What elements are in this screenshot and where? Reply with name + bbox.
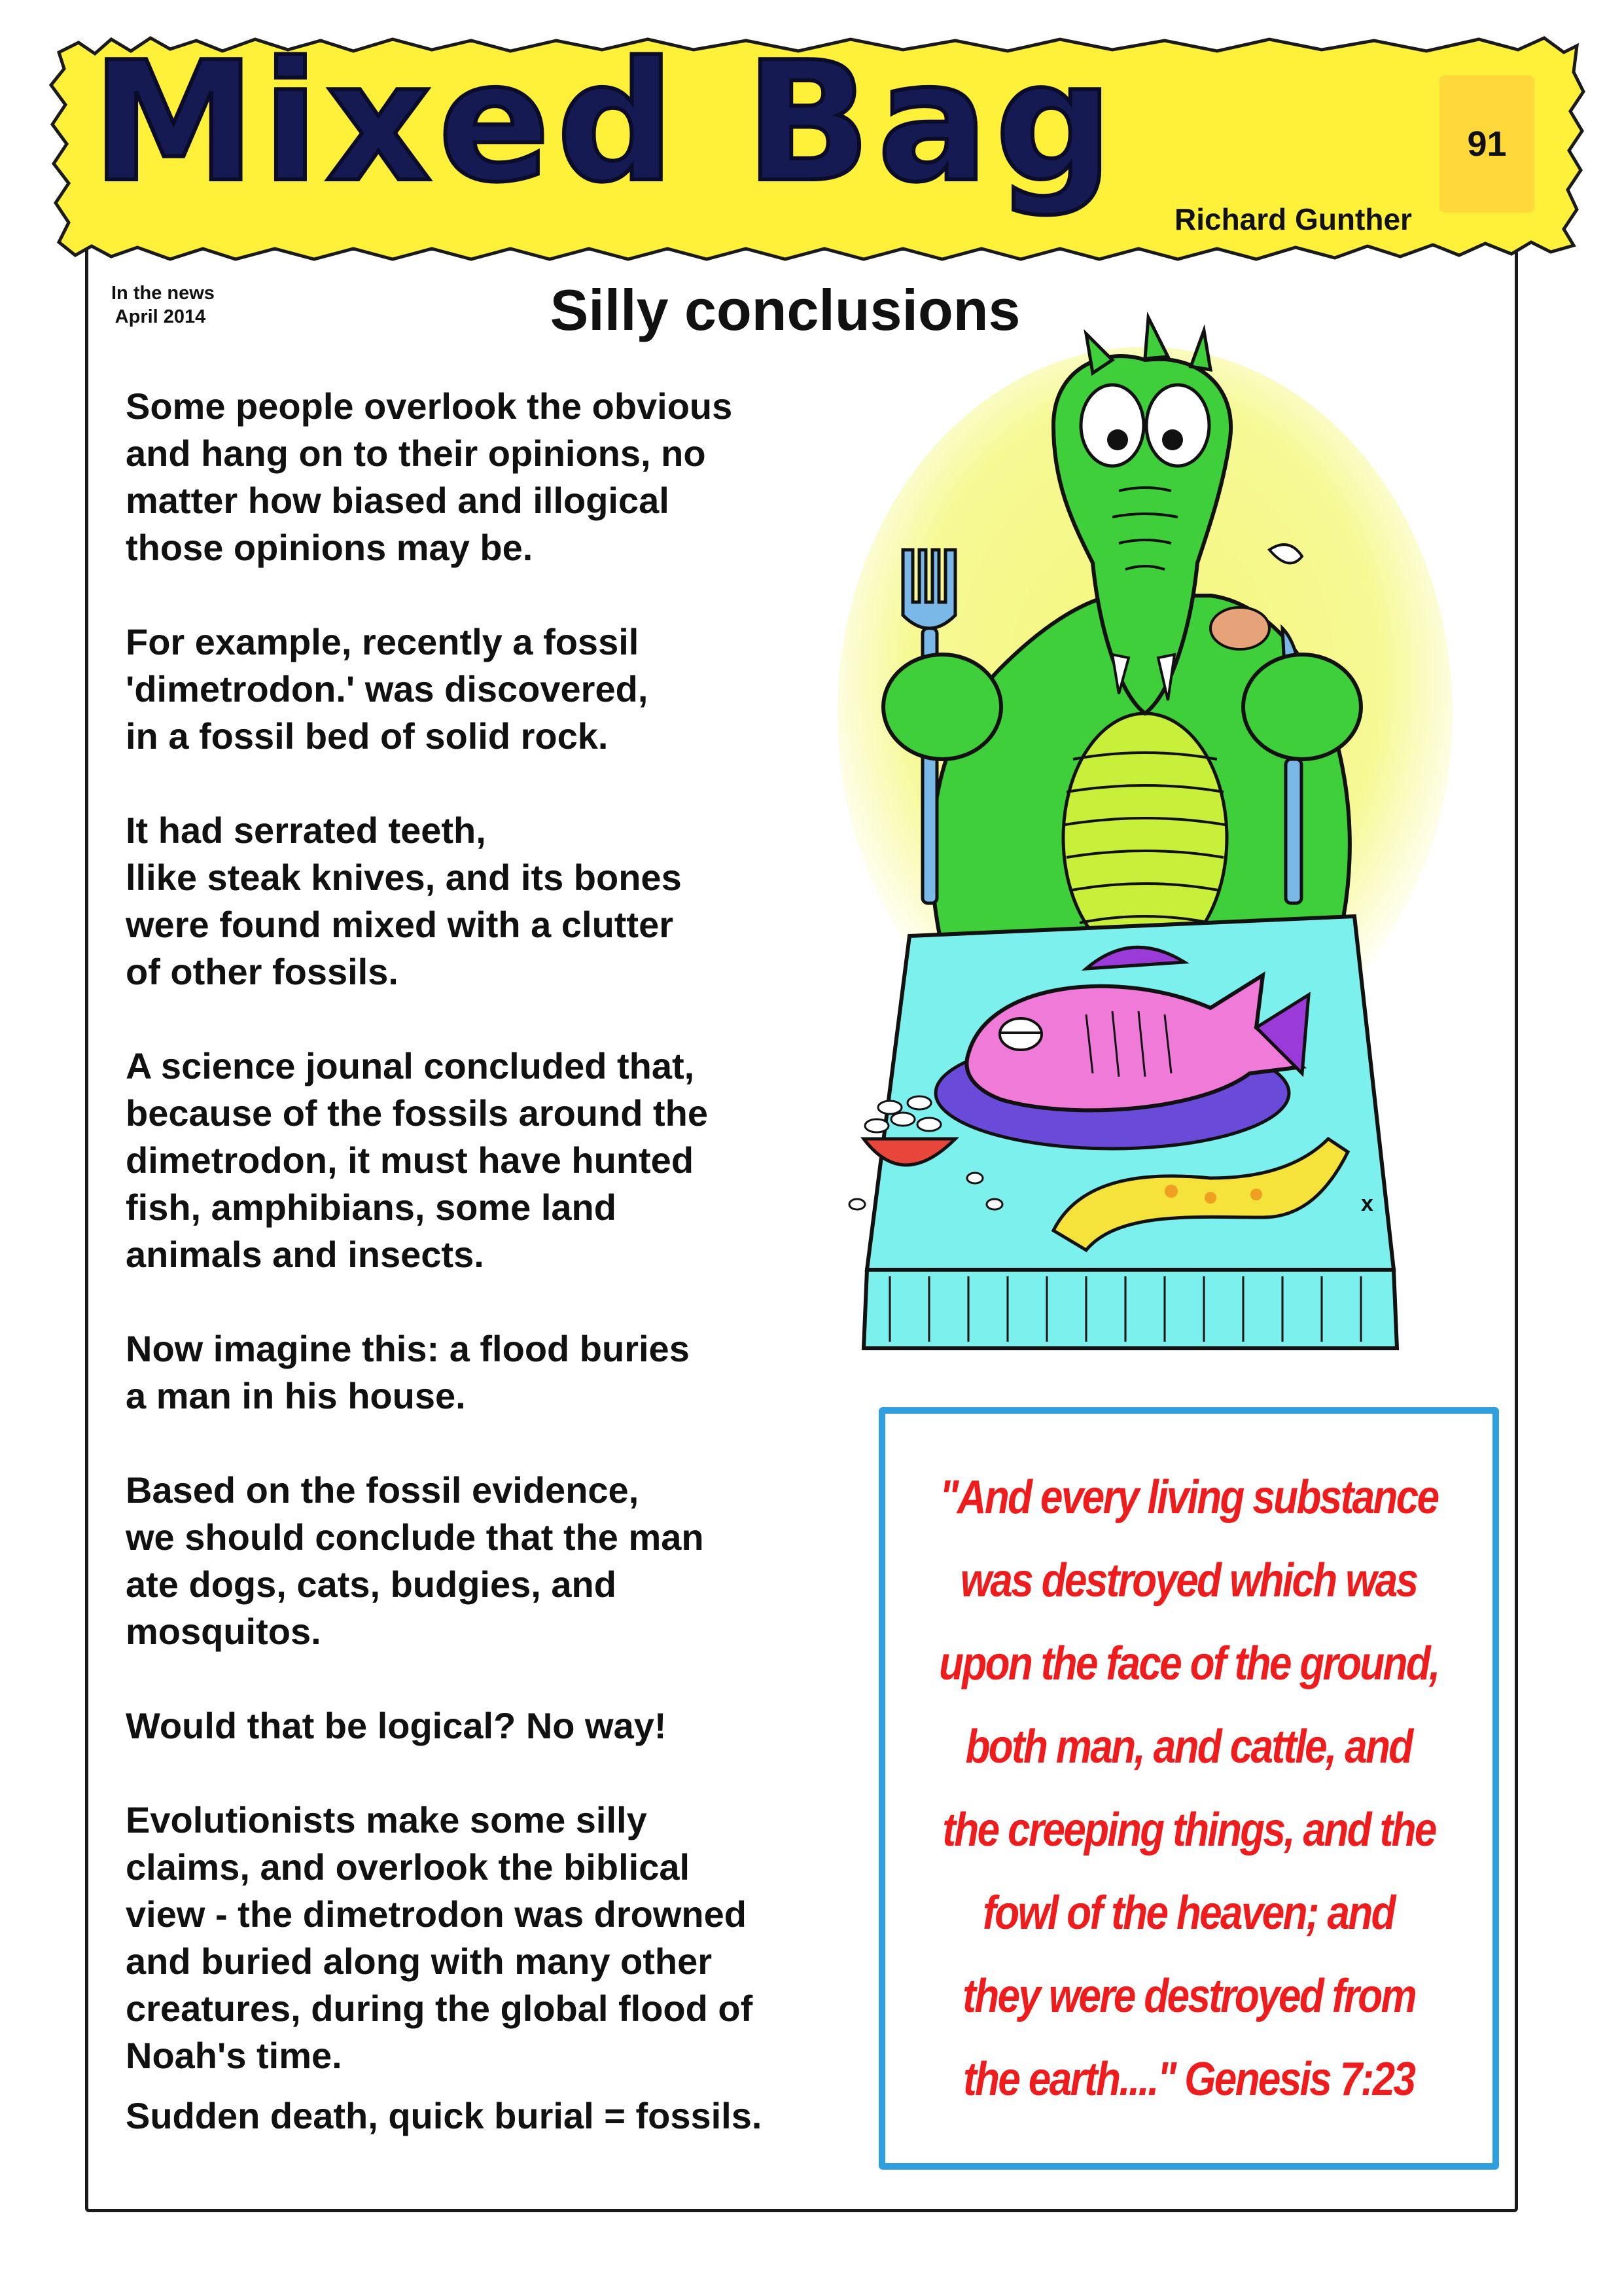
- news-tag: [111, 281, 215, 329]
- paragraph: [126, 1043, 898, 1278]
- quote-line: "And every living substance: [940, 1471, 1438, 1524]
- paragraph: [126, 1702, 898, 1749]
- right-fist: [1243, 655, 1361, 759]
- text-line: llike steak knives, and its bones: [126, 857, 682, 898]
- text-line: mosquitos.: [126, 1611, 321, 1652]
- left-eye: [1081, 385, 1144, 466]
- text-line: in a fossil bed of solid rock.: [126, 715, 609, 757]
- paragraph: [126, 2092, 898, 2140]
- text-line: Would that be logical? No way!: [126, 1705, 667, 1746]
- quote-line: the earth...." Genesis 7:23: [963, 2053, 1415, 2106]
- text-line: Noah's time.: [126, 2035, 342, 2076]
- quote-line: was destroyed which was: [961, 1554, 1417, 1607]
- page-title: Silly conclusions: [550, 278, 1021, 342]
- text-line: those opinions may be.: [126, 527, 533, 568]
- text-line: claims, and overlook the biblical: [126, 1846, 690, 1888]
- text-line: view - the dimetrodon was drowned: [126, 1893, 747, 1935]
- text-line: and buried along with many other: [126, 1941, 713, 1982]
- paragraph: [126, 1467, 898, 1655]
- paragraph: [126, 383, 898, 571]
- paragraph: [126, 1325, 898, 1420]
- left-fist: [883, 655, 1001, 759]
- news-tag-date: April 2014: [115, 306, 206, 327]
- author-name: Richard Gunther: [1174, 202, 1412, 236]
- text-line: animals and insects.: [126, 1234, 484, 1275]
- quote-line: both man, and cattle, and: [965, 1720, 1413, 1773]
- news-tag-label: In the news: [111, 283, 215, 304]
- text-line: Some people overlook the obvious: [126, 386, 733, 427]
- magazine-title: Mixed Bag: [92, 27, 1120, 219]
- text-line: and hang on to their opinions, no: [126, 433, 706, 474]
- text-line: because of the fossils around the: [126, 1092, 708, 1134]
- text-line: matter how biased and illogical: [126, 480, 669, 521]
- text-line: we should conclude that the man: [126, 1516, 704, 1558]
- svg-text:x: x: [1361, 1191, 1373, 1216]
- text-line: Sudden death, quick burial = fossils.: [126, 2095, 762, 2136]
- text-line: dimetrodon, it must have hunted: [126, 1139, 694, 1181]
- creature-tongue: [1210, 607, 1269, 649]
- quote-line: they were destroyed from: [962, 1969, 1415, 2022]
- text-line: ate dogs, cats, budgies, and: [126, 1564, 616, 1605]
- text-line: a man in his house.: [126, 1375, 466, 1416]
- text-line: 'dimetrodon.' was discovered,: [126, 668, 648, 709]
- paragraph: [126, 619, 898, 760]
- text-line: For example, recently a fossil: [126, 621, 639, 662]
- scripture-quote-box: [879, 1407, 1499, 2170]
- text-line: were found mixed with a clutter: [126, 904, 674, 945]
- text-line: creatures, during the global flood of: [126, 1988, 753, 2029]
- paragraph: [126, 1797, 898, 2079]
- text-line: A science jounal concluded that,: [126, 1045, 695, 1086]
- issue-number-badge: 91: [1439, 75, 1534, 213]
- text-line: of other fossils.: [126, 951, 398, 992]
- article-body: [126, 383, 898, 2140]
- paragraph: [126, 807, 898, 996]
- text-line: fish, amphibians, some land: [126, 1187, 616, 1228]
- text-line: It had serrated teeth,: [126, 810, 486, 851]
- right-eye: [1146, 385, 1209, 466]
- quote-line: fowl of the heaven; and: [983, 1886, 1395, 1939]
- text-line: Now imagine this: a flood buries: [126, 1328, 690, 1369]
- dinosaur-eating-fish-illustration: [805, 288, 1459, 1361]
- table-cloth-fringe: [864, 1270, 1397, 1348]
- text-line: Evolutionists make some silly: [126, 1799, 647, 1840]
- text-line: Based on the fossil evidence,: [126, 1469, 639, 1511]
- quote-line: upon the face of the ground,: [939, 1637, 1439, 1690]
- quote-line: the creeping things, and the: [942, 1803, 1436, 1856]
